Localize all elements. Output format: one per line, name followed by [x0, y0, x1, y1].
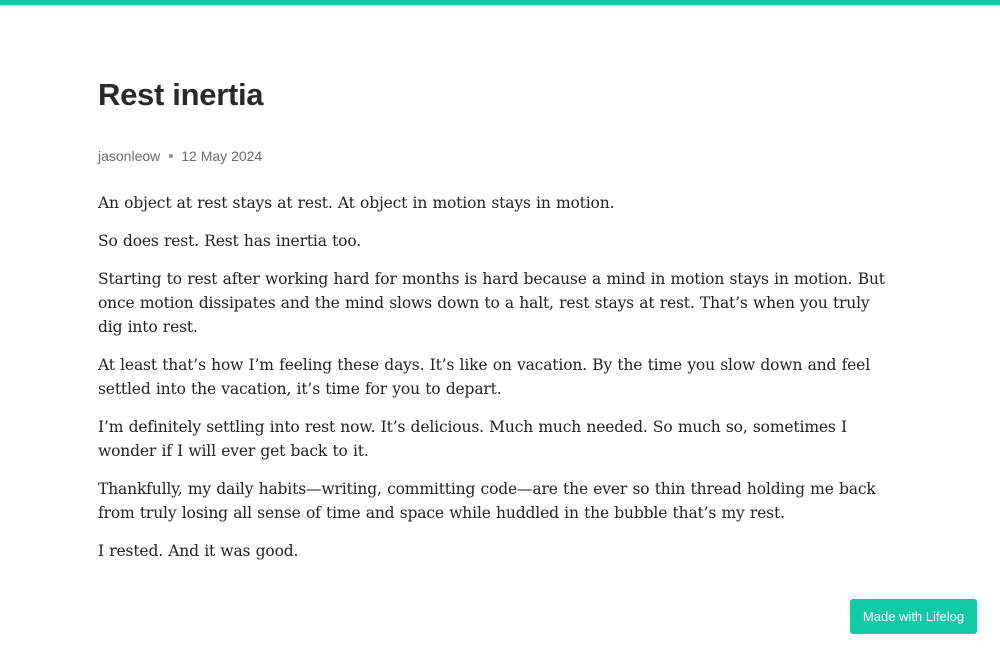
post-paragraph: Starting to rest after working hard for months is hard because a mind in motion stays in motion. But once motion dissipates and the mind slows down to a halt, rest stays at rest. That’s when you truly dig into rest. — [98, 270, 885, 336]
author-link[interactable]: jasonleow — [98, 148, 161, 164]
post-meta — [98, 146, 262, 166]
post-paragraph: I’m definitely settling into rest now. It’s delicious. Much much needed. So much so, sometimes I wonder if I will ever get back to it. — [98, 418, 847, 460]
post-paragraph: So does rest. Rest has inertia too. — [98, 232, 362, 250]
meta-separator-dot — [169, 154, 173, 158]
made-with-lifelog-button[interactable]: Made with Lifelog — [850, 599, 977, 634]
post-paragraph: Thankfully, my daily habits—writing, committing code—are the ever so thin thread holding me back from truly losing all sense of time and space while huddled in the bubble that’s my rest. — [98, 480, 876, 522]
top-accent-bar — [0, 0, 1000, 5]
post-paragraph: An object at rest stays at rest. At object in motion stays in motion. — [98, 194, 615, 212]
post-paragraph: At least that’s how I’m feeling these days. It’s like on vacation. By the time you slow down and feel settled into the vacation, it’s time for you to depart. — [98, 356, 871, 398]
post-date: 12 May 2024 — [181, 148, 263, 164]
post-body — [98, 191, 898, 577]
post-title: Rest inertia — [98, 77, 264, 112]
post-paragraph: I rested. And it was good. — [98, 542, 299, 560]
